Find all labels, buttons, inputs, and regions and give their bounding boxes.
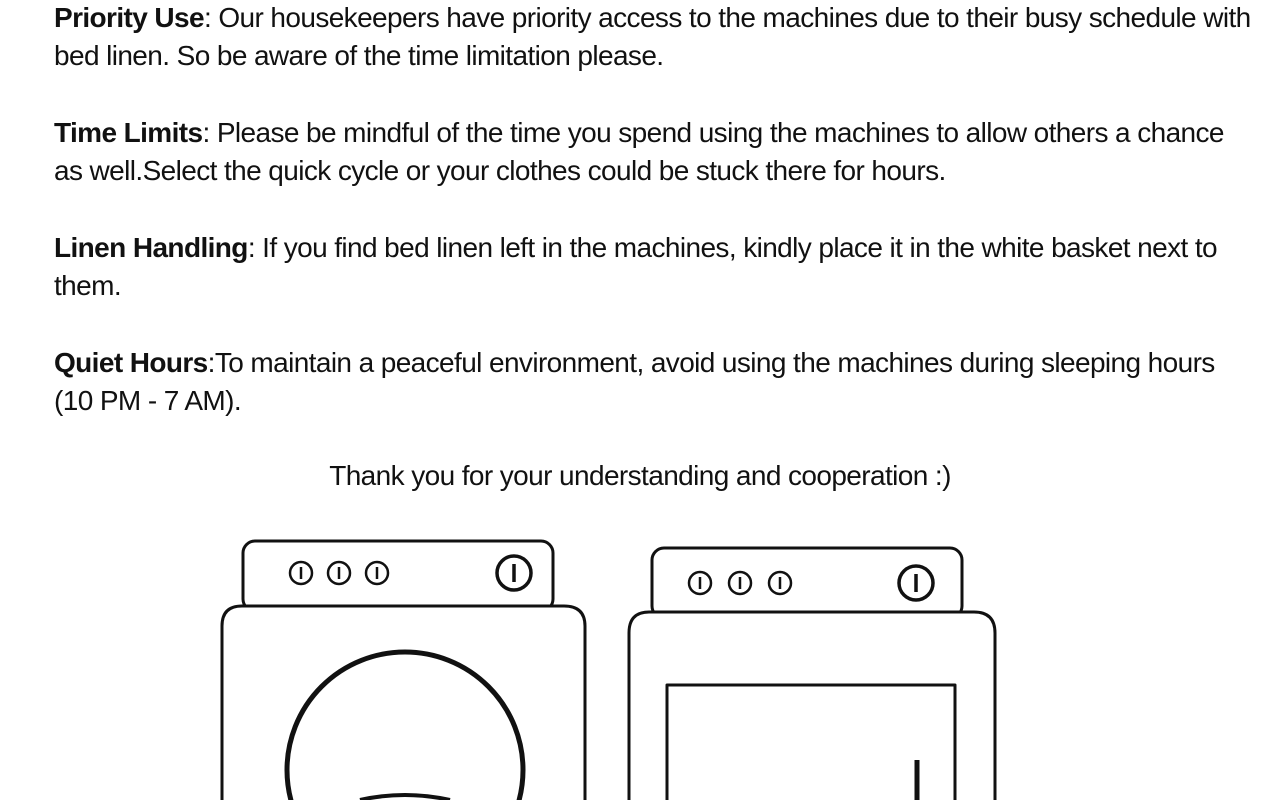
dryer-body: [629, 612, 995, 800]
rule-text: : Our housekeepers have priority access to the machines due to their busy schedule with bed linen. So be aware of the time limitation please.: [54, 2, 1251, 71]
dryer-icon: [629, 548, 995, 800]
washer-body: [222, 606, 585, 800]
rule-text: : Please be mindful of the time you spend using the machines to allow others a chance as well.Select the quick cycle or your clothes could be stuck there for hours.: [54, 117, 1224, 186]
rule-title: Time Limits: [54, 117, 203, 148]
rule-text: :To maintain a peaceful environment, avoid using the machines during sleeping hours (10 PM - 7 AM).: [54, 347, 1215, 416]
rule-text: : If you find bed linen left in the machines, kindly place it in the white basket next to them.: [54, 232, 1218, 301]
washing-machine-icon: [222, 541, 585, 800]
rule-title: Priority Use: [54, 2, 204, 33]
thanks-message: Thank you for your understanding and cooperation :): [329, 460, 951, 491]
rule-title: Linen Handling: [54, 232, 248, 263]
rule-title: Quiet Hours: [54, 347, 208, 378]
